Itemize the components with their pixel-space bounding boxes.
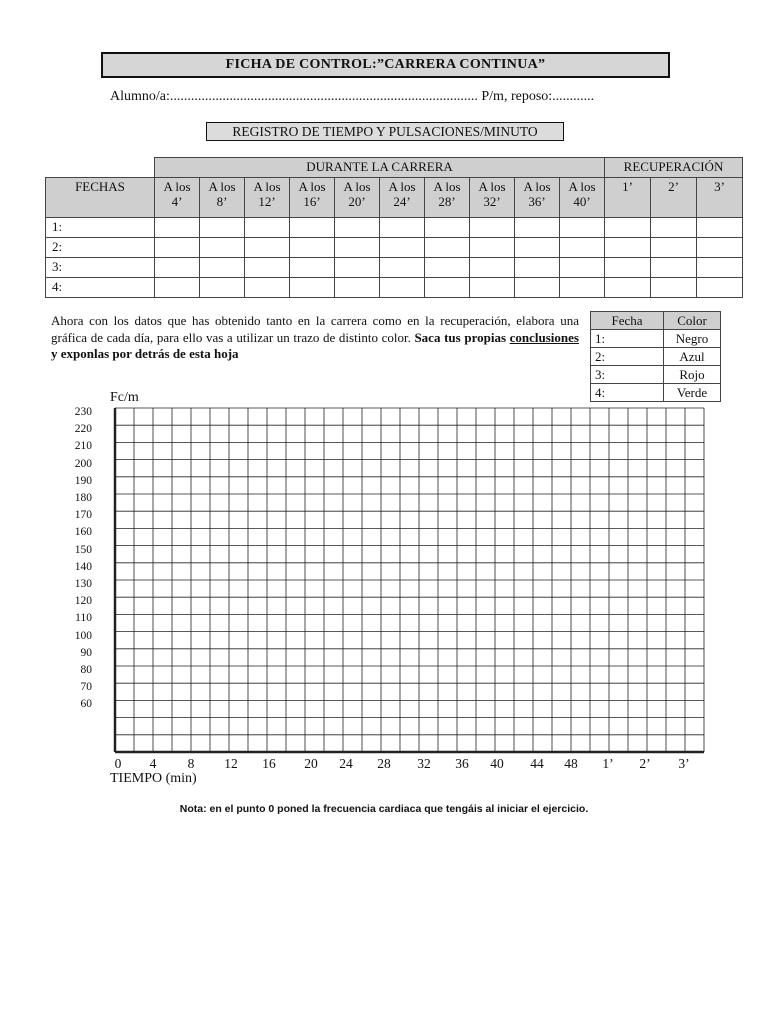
x-tick-label: 44 [530,756,544,771]
x-tick-label: 20 [304,756,318,771]
col-header-8: A los 8’ [200,178,245,218]
y-tick-label: 220 [74,423,92,436]
legend-row: 4: Verde [591,384,721,402]
col-header-rec-1: 1’ [605,178,651,218]
x-tick-label: 16 [262,756,276,771]
y-axis-title: Fc/m [110,390,139,405]
legend-header-fecha: Fecha [591,312,664,330]
row-label: 4: [46,278,155,298]
conclusiones-word: conclusiones [509,329,579,345]
x-tick-label: 24 [339,756,353,771]
col-header-16: A los 16’ [290,178,335,218]
legend-row: 3: Rojo [591,366,721,384]
x-tick-label: 28 [377,756,391,771]
y-tick-label: 130 [74,578,92,590]
legend-row: 1: Negro [591,330,721,348]
y-tick-label: 110 [75,612,92,625]
y-tick-label: 120 [74,595,92,608]
col-header-28: A los 28’ [425,178,470,218]
row-label: 1: [46,218,155,238]
x-tick-label: 40 [490,756,504,771]
x-tick-label: 3’ [678,756,690,771]
col-header-40: A los 40’ [560,178,605,218]
row-label: 3: [46,258,155,278]
x-tick-label: 12 [224,756,238,771]
y-tick-label: 80 [80,664,92,676]
x-tick-label: 48 [564,756,578,771]
y-tick-label: 160 [74,526,92,539]
y-tick-label: 210 [74,440,92,453]
footnote: Nota: en el punto 0 poned la frecuencia cardiaca que tengáis al iniciar el ejercicio. [179,803,589,815]
y-tick-label: 200 [74,457,92,470]
col-header-20: A los 20’ [335,178,380,218]
col-header-24: A los 24’ [380,178,425,218]
y-tick-label: 150 [74,543,92,556]
legend-row: 2: Azul [591,348,721,366]
x-tick-label: 0 [114,756,122,771]
col-header-32: A los 32’ [470,178,515,218]
y-tick-label: 180 [74,492,92,504]
fechas-header: FECHAS [46,178,155,218]
group-header-recovery: RECUPERACIÓN [605,158,743,178]
student-info-line: Alumno/a:........................................................................................ P/m, reposo:............ [110,89,595,104]
y-tick-label: 170 [74,509,92,522]
legend-header-color: Color [664,312,721,330]
group-header-during: DURANTE LA CARRERA [155,158,605,178]
x-axis-title: TIEMPO (min) [110,771,197,786]
x-tick-label: 8 [187,756,195,771]
x-tick-label: 1’ [602,756,614,771]
x-tick-label: 36 [455,756,469,771]
col-header-rec-3: 3’ [697,178,743,218]
col-header-12: A los 12’ [245,178,290,218]
x-tick-label: 4 [149,756,157,771]
y-tick-label: 140 [74,560,92,573]
row-label: 2: [46,238,155,258]
y-tick-label: 230 [74,406,92,418]
col-header-rec-2: 2’ [651,178,697,218]
worksheet-title: FICHA DE CONTROL:”CARRERA CONTINUA” [101,52,670,78]
y-tick-label: 70 [80,681,92,694]
y-tick-label: 100 [74,629,92,642]
y-tick-label: 60 [80,698,92,711]
y-tick-label: 90 [80,646,92,659]
col-header-4: A los 4’ [155,178,200,218]
y-tick-label: 190 [74,474,92,487]
col-header-36: A los 36’ [515,178,560,218]
instructions-paragraph: Ahora con los datos que has obtenido tanto en la carrera como en la recuperación, elabora una gráfica de cada día, para ello vas a utilizar un trazo de distinto color. Saca tus propias conclusiones y exponlas por detrás de esta hoja [51,313,579,361]
x-tick-label: 32 [417,756,431,771]
x-tick-label: 2’ [639,756,651,771]
registro-title: REGISTRO DE TIEMPO Y PULSACIONES/MINUTO [206,122,564,141]
